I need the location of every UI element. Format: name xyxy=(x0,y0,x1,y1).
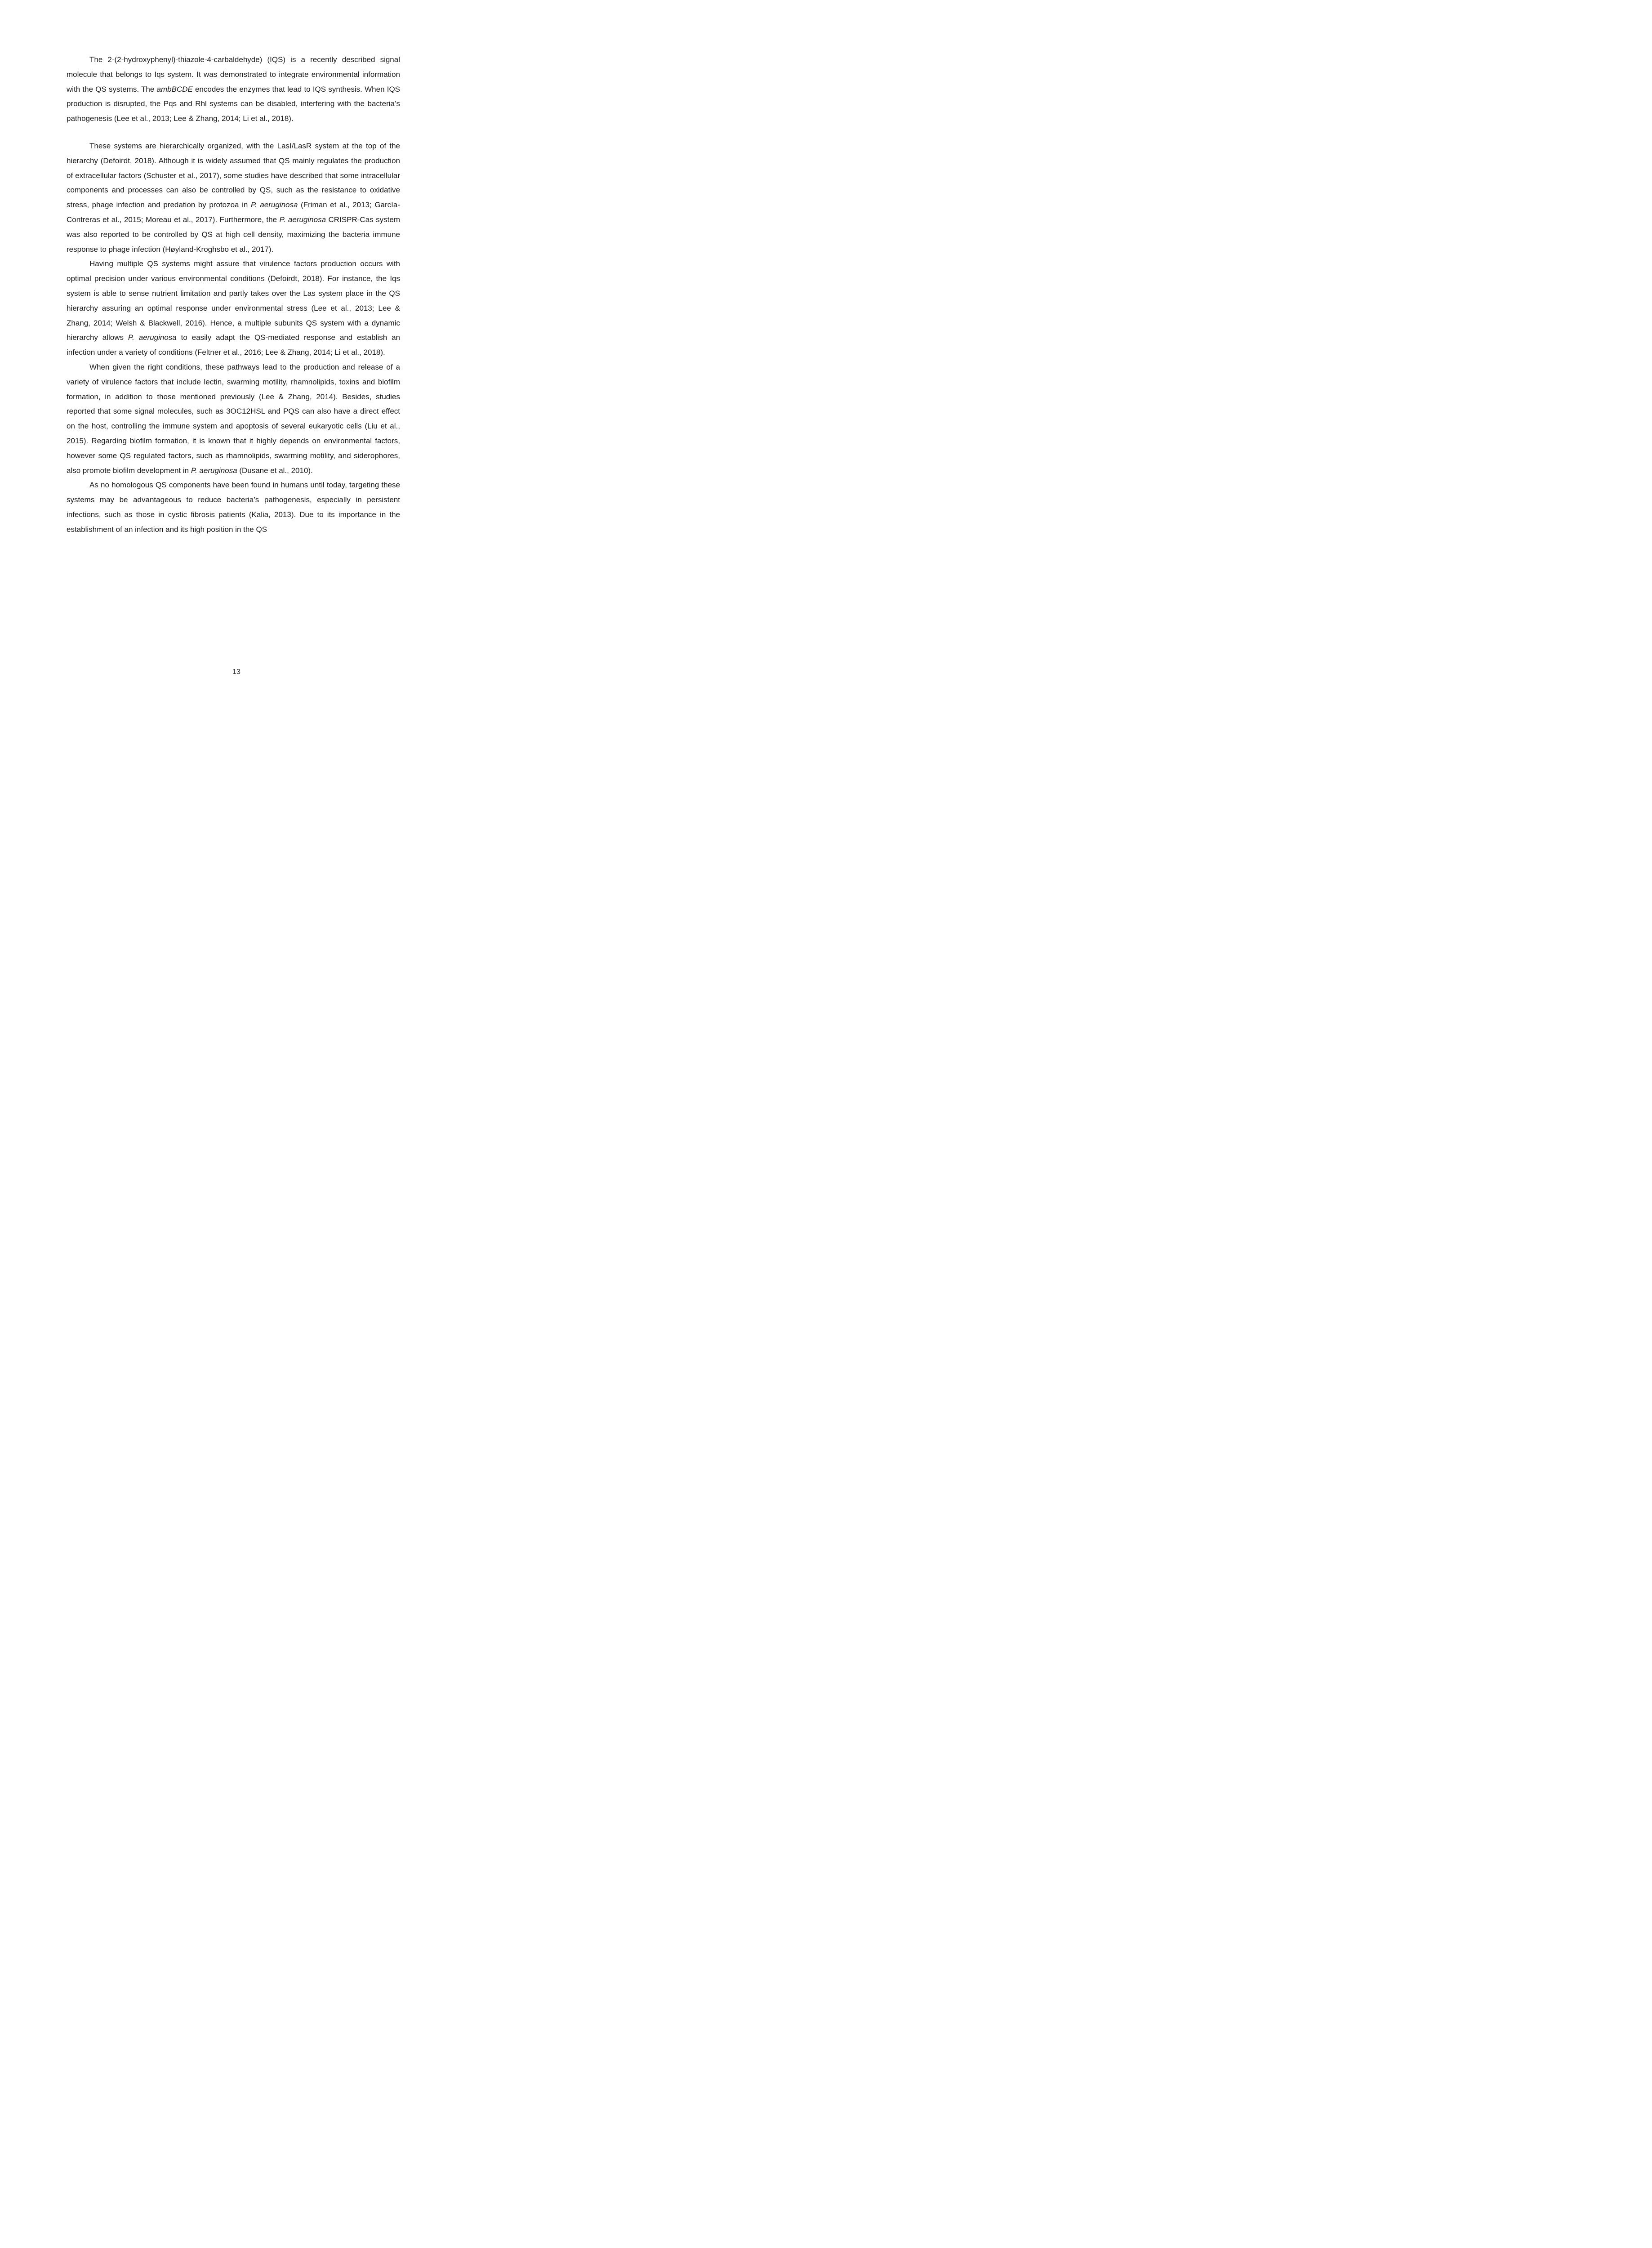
text-segment: When given the right conditions, these pathways lead to the production and release of a variety of virulence factors that include lectin, swarming motility, rhamnolipids, toxins and biofilm formation, in addition to those mentioned previously (Lee & Zhang, 2014). Besides, studies reported that some signal molecules, such as 3OC12HSL and PQS can also have a direct effect on the host, controlling the immune system and apoptosis of several eukaryotic cells (Liu et al., 2015). Regarding biofilm formation, it is known that it highly depends on environmental factors, however some QS regulated factors, such as rhamnolipids, swarming motility, and siderophores, also promote biofilm development in xyxy=(67,362,400,475)
text-segment: CRISPR-Cas system was also reported to be controlled by QS at high cell density, maximizing the bacteria immune response to phage infection (Høyland-Kroghsbo et al., 2017). xyxy=(67,215,400,254)
body-text xyxy=(67,53,400,537)
italic-species-name: P. aeruginosa xyxy=(279,215,326,224)
page-number: 13 xyxy=(232,668,240,676)
paragraph-hierarchy xyxy=(67,139,400,257)
text-segment: The 2-(2-hydroxyphenyl)-thiazole-4-carbaldehyde) (IQS) is a recently described signal molecule that belongs to Iqs system. It was demonstrated to integrate environmental information with the QS systems. The xyxy=(67,55,400,94)
italic-species-name: P. aeruginosa xyxy=(128,333,177,342)
paragraph-multiple-systems xyxy=(67,257,400,360)
text-segment: These systems are hierarchically organized, with the LasI/LasR system at the top of the hierarchy (Defoirdt, 2018). Although it is widely assumed that QS mainly regulates the production of extracellular factors (Schuster et al., 2017), some studies have described that some intracellular components and processes can also be controlled by QS, such as the resistance to oxidative stress, phage infection and predation by protozoa in xyxy=(67,141,400,210)
text-segment: (Dusane et al., 2010). xyxy=(237,466,313,475)
text-segment: encodes the enzymes that lead to IQS synthesis. When IQS production is disrupted, the Pqs and Rhl systems can be disabled, interfering with the bacteria’s pathogenesis (Lee et al., 2013; Lee & Zhang, 2014; Li et al., 2018). xyxy=(67,85,401,123)
text-segment: Having multiple QS systems might assure that virulence factors production occurs with optimal precision under various environmental conditions (Defoirdt, 2018). For instance, the Iqs system is able to sense nutrient limitation and partly takes over the Las system place in the QS hierarchy assuring an optimal response under environmental stress (Lee et al., 2013; Lee & Zhang, 2014; Welsh & Blackwell, 2016). Hence, a multiple subunits QS system with a dynamic hierarchy allows xyxy=(67,259,400,342)
italic-species-name: P. aeruginosa xyxy=(250,201,298,210)
paragraph-virulence-factors xyxy=(67,360,400,478)
text-segment: (Friman et al., 2013; García-Contreras et al., 2015; Moreau et al., 2017). Furthermore, the xyxy=(67,201,400,224)
paragraph-iqs-system xyxy=(67,53,400,126)
paragraph-targeting-qs xyxy=(67,478,400,537)
italic-species-name: P. aeruginosa xyxy=(191,466,237,475)
italic-gene-name: ambBCDE xyxy=(156,85,193,94)
text-segment: to easily adapt the QS-mediated response and establish an infection under a variety of conditions (Feltner et al., 2016; Lee & Zhang, 2014; Li et al., 2018). xyxy=(67,333,400,357)
document-page xyxy=(0,0,473,714)
text-segment: As no homologous QS components have been found in humans until today, targeting these systems may be advantageous to reduce bacteria’s pathogenesis, especially in persistent infections, such as those in cystic fibrosis patients (Kalia, 2013). Due to its importance in the establishment of an infection and its high position in the QS xyxy=(67,481,400,534)
